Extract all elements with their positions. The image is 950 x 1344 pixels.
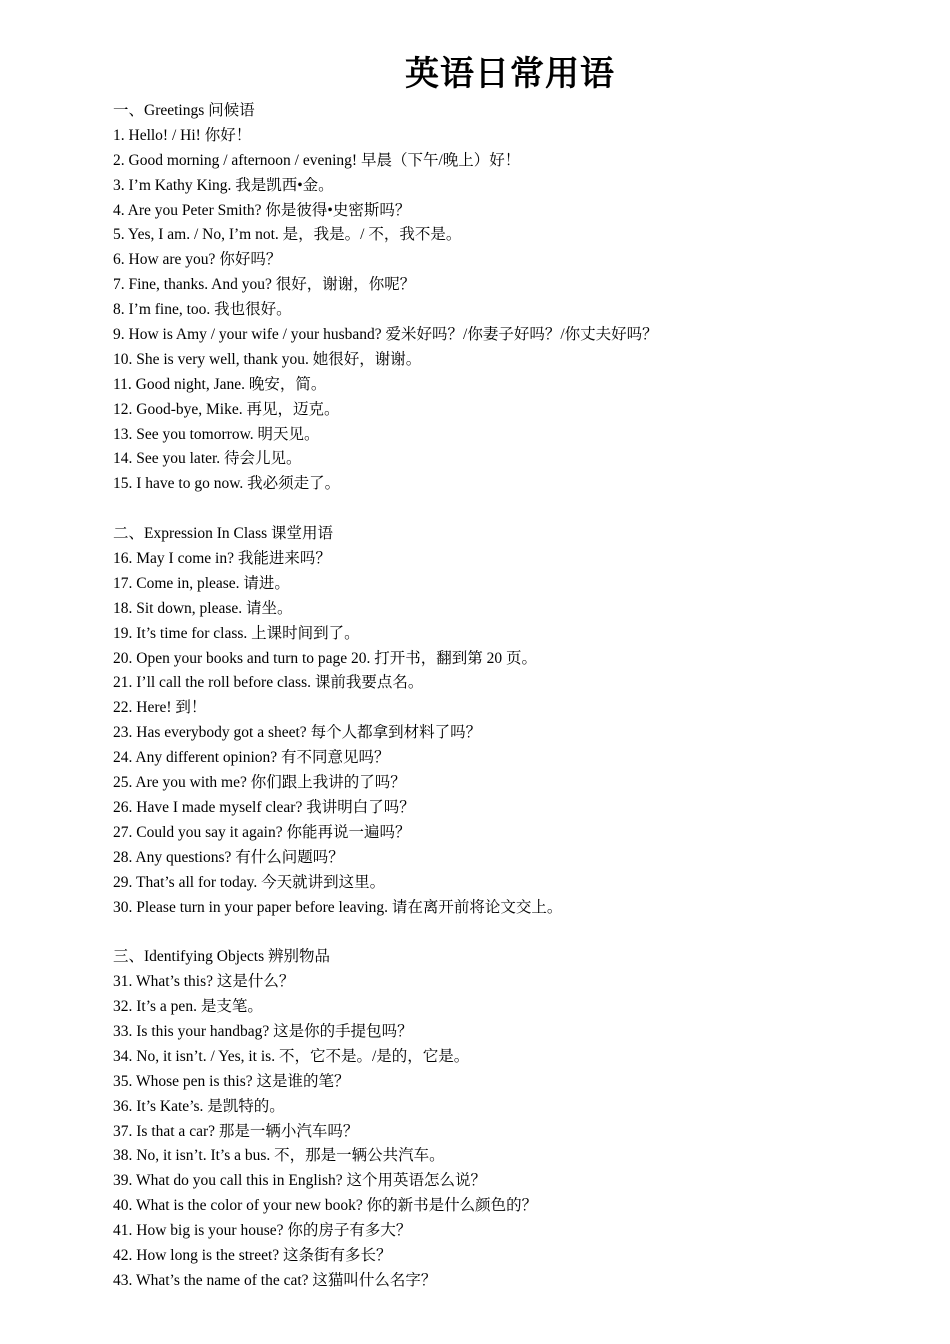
phrase-line: 7. Fine, thanks. And you? 很好，谢谢，你呢？ [113, 276, 416, 294]
phrase-line: 3. I’m Kathy King. 我是凯西•金。 [113, 176, 334, 194]
phrase-line: 15. I have to go now. 我必须走了。 [113, 475, 341, 493]
phrase-line: 22. Here! 到！ [113, 699, 207, 717]
phrase-line: 29. That’s all for today. 今天就讲到这里。 [113, 873, 386, 891]
phrase-line: 28. Any questions? 有什么问题吗？ [113, 848, 344, 866]
phrase-line: 9. How is Amy / your wife / your husband? 爱米好吗？/你妻子好吗？/你丈夫好吗？ [113, 326, 658, 344]
phrase-line: 4. Are you Peter Smith? 你是彼得•史密斯吗？ [113, 201, 411, 219]
phrase-line: 40. What is the color of your new book? 你的新书是什么颜色的？ [113, 1197, 538, 1215]
section-heading: 一、Greetings 问候语 [113, 102, 255, 119]
phrase-line: 37. Is that a car? 那是一辆小汽车吗？ [113, 1122, 359, 1140]
phrase-line: 19. It’s time for class. 上课时间到了。 [113, 624, 360, 642]
phrase-line: 18. Sit down, please. 请坐。 [113, 599, 293, 617]
phrase-line: 43. What’s the name of the cat? 这猫叫什么名字？ [113, 1271, 437, 1289]
section-heading: 三、Identifying Objects 辨别物品 [113, 948, 330, 966]
phrase-line: 14. See you later. 待会儿见。 [113, 450, 302, 468]
phrase-line: 23. Has everybody got a sheet? 每个人都拿到材料了吗？ [113, 724, 482, 742]
phrase-line: 13. See you tomorrow. 明天见。 [113, 425, 320, 443]
phrase-line: 33. Is this your handbag? 这是你的手提包吗？ [113, 1022, 413, 1040]
phrase-line: 32. It’s a pen. 是支笔。 [113, 998, 263, 1016]
phrase-line: 42. How long is the street? 这条街有多长？ [113, 1246, 392, 1264]
phrase-line: 6. How are you? 你好吗？ [113, 251, 282, 269]
phrase-line: 2. Good morning / afternoon / evening! 早晨（下午/晚上）好！ [113, 151, 521, 169]
phrase-line: 8. I’m fine, too. 我也很好。 [113, 301, 292, 319]
phrase-line: 21. I’ll call the roll before class. 课前我要点名。 [113, 674, 424, 692]
phrase-line: 25. Are you with me? 你们跟上我讲的了吗？ [113, 774, 406, 792]
phrase-line: 39. What do you call this in English? 这个用英语怎么说？ [113, 1172, 486, 1190]
phrase-line: 38. No, it isn’t. It’s a bus. 不，那是一辆公共汽车。 [113, 1147, 445, 1165]
phrase-line: 17. Come in, please. 请进。 [113, 574, 290, 592]
phrase-line: 12. Good-bye, Mike. 再见，迈克。 [113, 400, 340, 418]
phrase-line: 26. Have I made myself clear? 我讲明白了吗？ [113, 798, 415, 816]
phrase-line: 27. Could you say it again? 你能再说一遍吗？ [113, 823, 411, 841]
phrase-line: 5. Yes, I am. / No, I’m not. 是，我是。/ 不，我不是。 [113, 226, 462, 244]
phrase-line: 35. Whose pen is this? 这是谁的笔？ [113, 1072, 350, 1090]
section-heading: 二、Expression In Class 课堂用语 [113, 525, 334, 543]
section-identifying-objects [113, 945, 913, 1293]
section-expression-in-class [113, 522, 913, 920]
phrase-line: 20. Open your books and turn to page 20. 打开书，翻到第 20 页。 [113, 649, 538, 667]
phrase-line: 24. Any different opinion? 有不同意见吗？ [113, 749, 390, 767]
phrase-line: 11. Good night, Jane. 晚安，简。 [113, 375, 327, 393]
phrase-line: 30. Please turn in your paper before leaving. 请在离开前将论文交上。 [113, 898, 563, 916]
phrase-line: 16. May I come in? 我能进来吗？ [113, 550, 331, 568]
phrase-line: 1. Hello! / Hi! 你好！ [113, 126, 252, 144]
document-body [113, 99, 913, 1294]
phrase-line: 10. She is very well, thank you. 她很好，谢谢。 [113, 350, 422, 368]
phrase-line: 36. It’s Kate’s. 是凯特的。 [113, 1097, 285, 1115]
document-title: 英语日常用语 [405, 56, 615, 93]
phrase-line: 31. What’s this? 这是什么？ [113, 973, 295, 991]
section-greetings [113, 99, 913, 497]
phrase-line: 41. How big is your house? 你的房子有多大？ [113, 1222, 412, 1240]
phrase-line: 34. No, it isn’t. / Yes, it is. 不，它不是。/是的，它是。 [113, 1047, 470, 1065]
